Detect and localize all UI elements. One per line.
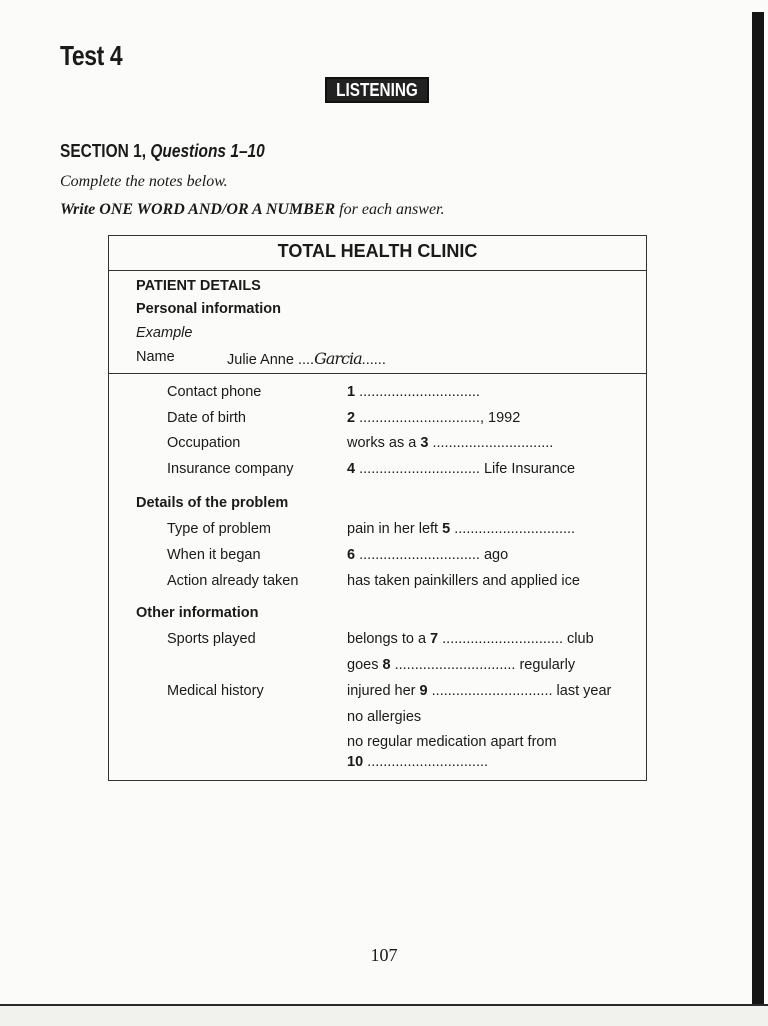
q9-blank: .............................. <box>427 683 553 699</box>
question-9-answer <box>347 683 611 699</box>
when-it-began-label: When it began <box>167 547 261 563</box>
question-7-answer <box>347 631 594 647</box>
question-3-answer <box>347 435 553 451</box>
date-of-birth-label: Date of birth <box>167 410 246 426</box>
q7-post: club <box>563 631 594 647</box>
problem-details-heading: Details of the problem <box>136 495 289 511</box>
insurance-company-label: Insurance company <box>167 461 294 477</box>
notes-form <box>108 235 647 781</box>
q2-post: , 1992 <box>479 410 521 426</box>
q4-number: 4 <box>347 461 356 477</box>
name-example-answer <box>227 349 386 368</box>
q9-pre: injured her <box>347 683 420 699</box>
q3-pre: works as a <box>347 435 421 451</box>
action-taken-value <box>347 573 580 589</box>
contact-phone-label: Contact phone <box>167 384 262 400</box>
instruction-word-limit-rest: for each answer. <box>335 201 445 218</box>
q6-blank: .............................. <box>355 547 480 563</box>
page-bottom-edge <box>0 1004 768 1026</box>
test-title: Test 4 <box>60 40 123 71</box>
q3-number: 3 <box>420 435 429 451</box>
form-title: TOTAL HEALTH CLINIC <box>277 241 478 261</box>
question-4-answer <box>347 461 575 477</box>
q6-post: ago <box>479 547 509 563</box>
example-divider <box>109 373 646 374</box>
q7-blank: .............................. <box>438 631 564 647</box>
patient-details-heading: PATIENT DETAILS <box>136 278 261 294</box>
example-label: Example <box>136 325 193 341</box>
no-allergies-text: no allergies <box>347 709 422 725</box>
q8-pre: goes <box>347 657 383 673</box>
medication-text: no regular medication apart from <box>347 734 557 750</box>
q4-blank: .............................. <box>355 461 480 477</box>
instruction-complete-notes: Complete the notes below. <box>60 173 228 190</box>
action-taken-text: has taken painkillers and applied ice <box>347 573 580 589</box>
medical-history-label: Medical history <box>167 683 264 699</box>
personal-information-heading: Personal information <box>136 301 282 317</box>
q8-post: regularly <box>515 657 576 673</box>
q9-post: last year <box>552 683 612 699</box>
question-1-answer <box>347 384 480 400</box>
q8-number: 8 <box>382 657 391 673</box>
instruction-word-limit-bold: Write ONE WORD AND/OR A NUMBER <box>60 201 336 218</box>
question-8-answer <box>347 657 575 673</box>
name-dots-left: .... <box>297 352 315 368</box>
questions-range: Questions 1–10 <box>150 141 265 161</box>
section-heading <box>60 141 265 162</box>
title-divider <box>109 270 646 271</box>
q5-blank: .............................. <box>450 521 576 537</box>
question-5-answer <box>347 521 575 537</box>
q6-number: 6 <box>347 547 356 563</box>
q3-blank: .............................. <box>428 435 554 451</box>
type-of-problem-label: Type of problem <box>167 521 271 537</box>
question-10-answer <box>347 754 488 770</box>
other-information-heading: Other information <box>136 605 259 621</box>
q1-blank: .............................. <box>355 384 480 400</box>
section-label: SECTION 1, <box>60 141 147 161</box>
name-label: Name <box>136 349 175 365</box>
q7-pre: belongs to a <box>347 631 431 647</box>
question-2-answer <box>347 410 520 426</box>
q4-post: Life Insurance <box>479 461 576 477</box>
page-number: 107 <box>370 945 398 965</box>
q5-pre: pain in her left <box>347 521 443 537</box>
q2-blank: .............................. <box>355 410 480 426</box>
sports-played-label: Sports played <box>167 631 256 647</box>
q2-number: 2 <box>347 410 356 426</box>
q5-number: 5 <box>442 521 451 537</box>
handwritten-surname: Garcia <box>314 349 362 368</box>
q1-number: 1 <box>347 384 356 400</box>
question-6-answer <box>347 547 508 563</box>
action-taken-label: Action already taken <box>167 573 299 589</box>
q8-blank: .............................. <box>390 657 516 673</box>
q10-number: 10 <box>347 754 364 770</box>
name-value: Julie Anne <box>227 352 294 368</box>
name-dots-right: ...... <box>361 352 386 368</box>
q10-blank: .............................. <box>363 754 489 770</box>
instruction-word-limit <box>60 201 445 219</box>
listening-label <box>325 77 429 103</box>
listening-label-text: LISTENING <box>336 80 418 100</box>
occupation-label: Occupation <box>167 435 241 451</box>
page-edge-shadow <box>752 12 764 1012</box>
q7-number: 7 <box>430 631 439 647</box>
q9-number: 9 <box>419 683 428 699</box>
